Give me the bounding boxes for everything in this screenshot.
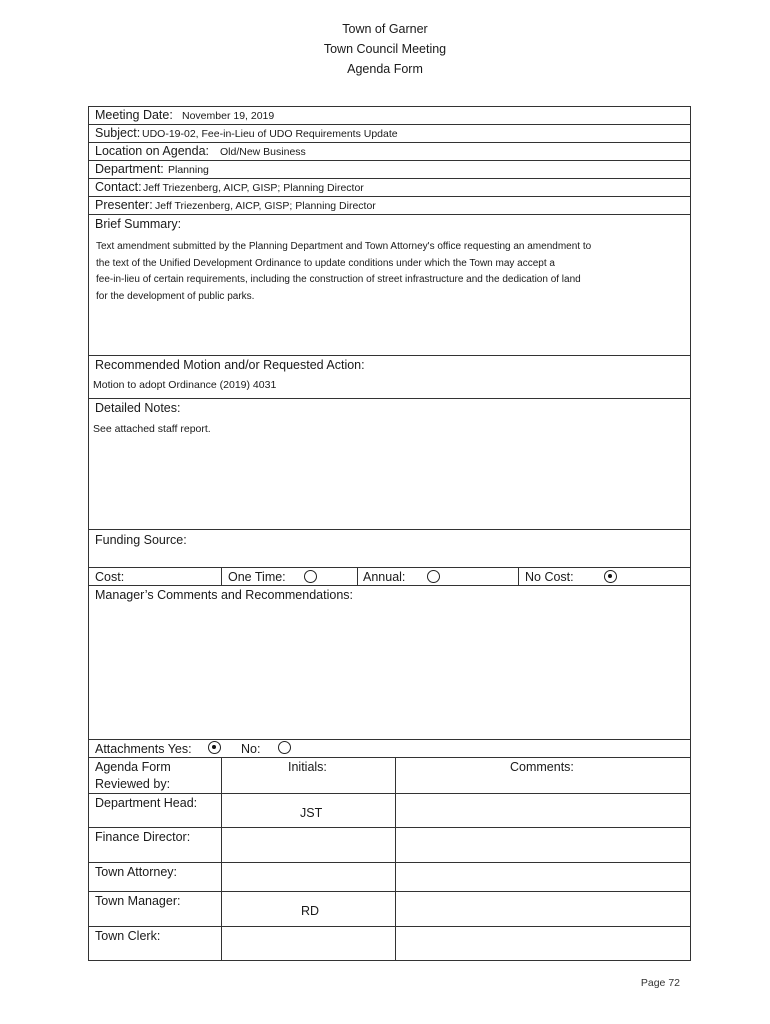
review-role: Town Clerk: (95, 929, 161, 943)
cost-divider (357, 568, 358, 585)
detailed-notes-value: See attached staff report. (93, 423, 211, 435)
review-initials: JST (300, 806, 323, 820)
presenter-value: Jeff Triezenberg, AICP, GISP; Planning Director (155, 200, 376, 212)
review-row-town-clerk (89, 927, 690, 960)
brief-summary-text (96, 239, 591, 305)
brief-summary-line: for the development of public parks. (96, 290, 255, 302)
review-divider (221, 927, 222, 960)
meeting-date-label: Meeting Date: (95, 108, 173, 122)
cost-row (89, 568, 690, 586)
review-divider (221, 863, 222, 891)
no-cost-radio[interactable] (604, 570, 617, 583)
review-role: Town Attorney: (95, 865, 177, 879)
brief-summary-row (89, 215, 690, 356)
department-label: Department: (95, 162, 164, 176)
review-divider (221, 794, 222, 827)
form-title: Agenda Form (347, 62, 423, 76)
brief-summary-label: Brief Summary: (95, 217, 182, 231)
funding-source-row (89, 530, 690, 568)
contact-row (89, 179, 690, 197)
agenda-form (88, 106, 691, 961)
brief-summary-line: the text of the Unified Development Ordinance to update conditions under which the Town may accept a (96, 257, 555, 269)
review-divider (221, 828, 222, 862)
recommended-motion-label: Recommended Motion and/or Requested Action: (95, 358, 365, 372)
review-row-town-attorney (89, 863, 690, 892)
subject-value: UDO-19-02, Fee-in-Lieu of UDO Requirements Update (142, 128, 398, 140)
meeting-date-row (89, 107, 690, 125)
review-divider (395, 927, 396, 960)
review-divider (221, 892, 222, 926)
subject-row (89, 125, 690, 143)
review-header-row (89, 758, 690, 794)
contact-label: Contact: (95, 180, 142, 194)
town-name: Town of Garner (342, 22, 428, 36)
department-value: Planning (168, 164, 209, 176)
comments-header: Comments: (510, 760, 574, 774)
review-col1-line2: Reviewed by: (95, 777, 171, 791)
review-divider (395, 794, 396, 827)
review-role: Department Head: (95, 796, 198, 810)
review-initials: RD (301, 904, 320, 918)
cost-divider (221, 568, 222, 585)
review-row-finance-director (89, 828, 690, 863)
initials-header: Initials: (288, 760, 327, 774)
department-row (89, 161, 690, 179)
review-row-department-head (89, 794, 690, 828)
managers-comments-label: Manager’s Comments and Recommendations: (95, 588, 353, 602)
review-divider (395, 892, 396, 926)
contact-value: Jeff Triezenberg, AICP, GISP; Planning Director (143, 182, 364, 194)
location-value: Old/New Business (220, 146, 306, 158)
attachments-no-label: No: (241, 742, 261, 756)
recommended-motion-value: Motion to adopt Ordinance (2019) 4031 (93, 379, 277, 391)
attachments-yes-radio[interactable] (208, 741, 221, 754)
location-label: Location on Agenda: (95, 144, 209, 158)
no-cost-label: No Cost: (525, 570, 574, 584)
page-number: Page 72 (640, 977, 680, 989)
detailed-notes-label: Detailed Notes: (95, 401, 181, 415)
presenter-row (89, 197, 690, 215)
brief-summary-line: fee-in-lieu of certain requirements, including the construction of street infrastructure and the dedication of land (96, 274, 581, 285)
one-time-radio[interactable] (304, 570, 317, 583)
meeting-name: Town Council Meeting (323, 42, 447, 56)
managers-comments-row (89, 586, 690, 740)
cost-label: Cost: (95, 570, 125, 584)
review-role: Finance Director: (95, 830, 191, 844)
meeting-date-value: November 19, 2019 (182, 110, 275, 122)
review-divider (395, 863, 396, 891)
cost-divider (518, 568, 519, 585)
review-role: Town Manager: (95, 894, 181, 908)
review-col1-line1: Agenda Form (95, 760, 171, 774)
recommended-motion-row (89, 356, 690, 399)
annual-radio[interactable] (427, 570, 440, 583)
funding-source-label: Funding Source: (95, 533, 187, 547)
annual-label: Annual: (363, 570, 406, 584)
subject-label: Subject: (95, 126, 141, 140)
review-row-town-manager (89, 892, 690, 927)
presenter-label: Presenter: (95, 198, 153, 212)
review-divider (221, 758, 222, 793)
attachments-no-radio[interactable] (278, 741, 291, 754)
brief-summary-line: Text amendment submitted by the Planning Department and Town Attorney's office requesting an amendment to (96, 241, 592, 252)
detailed-notes-row (89, 399, 690, 530)
attachments-label: Attachments Yes: (95, 742, 192, 756)
attachments-row (89, 740, 690, 758)
review-divider (395, 828, 396, 862)
one-time-label: One Time: (228, 570, 286, 584)
location-row (89, 143, 690, 161)
review-divider (395, 758, 396, 793)
